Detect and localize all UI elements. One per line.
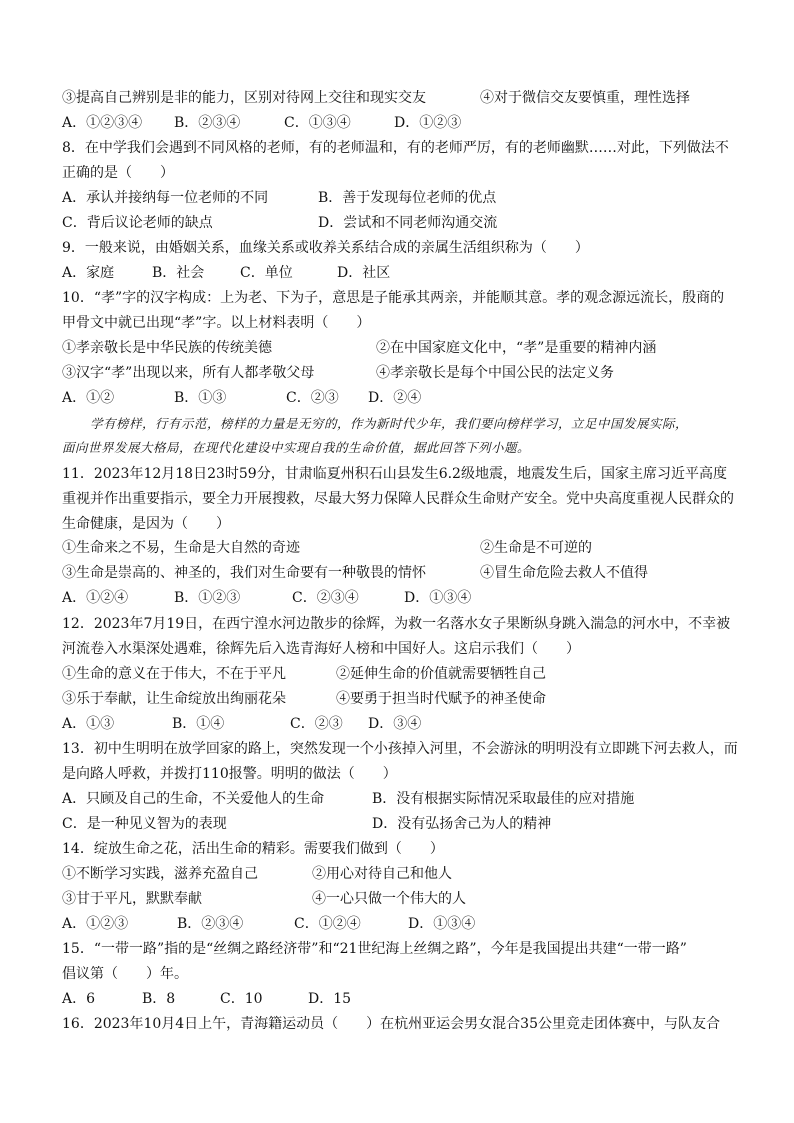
statement-right: ④孝亲敬长是每个中国公民的法定义务 bbox=[376, 365, 614, 381]
question-text-line: 10．“孝”字的汉字构成：上为老、下为子，意思是子能承其两亲，并能顺其意。孝的观念源远流长，殷商的 bbox=[62, 290, 725, 306]
answer-option: D．15 bbox=[308, 991, 352, 1007]
statement-right: ②用心对待自己和他人 bbox=[312, 866, 452, 882]
statement-left: ③汉字“孝”出现以来，所有人都孝敬父母 bbox=[62, 365, 315, 381]
question-text-line: 11．2023年12月18日23时59分，甘肃临夏州积石山县发生6.2级地震，地震发生后，国家主席习近平高度 bbox=[62, 466, 727, 482]
statement-left: ①孝亲敬长是中华民族的传统美德 bbox=[62, 340, 272, 356]
answer-option: C．单位 bbox=[240, 265, 293, 281]
statement-left: ①生命来之不易，生命是大自然的奇迹 bbox=[62, 540, 300, 556]
question-text-line: 16．2023年10月4日上午，青海籍运动员（ ）在杭州亚运会男女混合35公里竞走团体赛中，与队友合 bbox=[62, 1016, 720, 1032]
answer-option: A．6 bbox=[62, 991, 96, 1007]
answer-option: C．①③④ bbox=[284, 115, 351, 131]
answer-option: D．①③④ bbox=[408, 916, 476, 932]
question-text-line: 8．在中学我们会遇到不同风格的老师，有的老师温和，有的老师严厉，有的老师幽默……对此，下列做法不 bbox=[62, 140, 729, 156]
answer-option: A．①②③ bbox=[62, 916, 129, 932]
answer-option: B．①③ bbox=[174, 390, 227, 406]
question-text-line: 重视并作出重要指示，要全力开展搜救，尽最大努力保障人民群众生命财产安全。党中央高度重视人民群众的 bbox=[62, 491, 734, 507]
statement-right: B．没有根据实际情况采取最佳的应对措施 bbox=[372, 791, 635, 807]
answer-option: D．①②③ bbox=[394, 115, 462, 131]
answer-option: D．社区 bbox=[337, 265, 391, 281]
answer-option: D．②④ bbox=[368, 390, 422, 406]
answer-option: B．8 bbox=[142, 991, 176, 1007]
statement-right: ④要勇于担当时代赋予的神圣使命 bbox=[336, 691, 546, 707]
statement-right: ④一心只做一个伟大的人 bbox=[312, 891, 466, 907]
answer-option: C．②③④ bbox=[292, 590, 359, 606]
question-text-line: 正确的是（ ） bbox=[62, 165, 174, 181]
statement-left: C．是一种见义智为的表现 bbox=[62, 816, 227, 832]
material-intro-line: 面向世界发展大格局，在现代化建设中实现自我的生命价值，据此回答下列小题。 bbox=[62, 440, 531, 455]
statement-right: ④冒生命危险去救人不值得 bbox=[480, 565, 648, 581]
answer-option: A．家庭 bbox=[62, 265, 115, 281]
question-text-line: 14．绽放生命之花，活出生命的精彩。需要我们做到（ ） bbox=[62, 841, 444, 857]
statement-left: ③提高自己辨别是非的能力，区别对待网上交往和现实交友 bbox=[62, 90, 426, 106]
statement-right: B．善于发现每位老师的优点 bbox=[318, 190, 497, 206]
statement-left: ③乐于奉献，让生命绽放出绚丽花朵 bbox=[62, 691, 286, 707]
statement-left: A．只顾及自己的生命，不关爱他人的生命 bbox=[62, 791, 325, 807]
answer-option: B．②③④ bbox=[177, 916, 244, 932]
statement-left: A．承认并接纳每一位老师的不同 bbox=[62, 190, 269, 206]
statement-right: D．没有弘扬舍己为人的精神 bbox=[372, 816, 552, 832]
question-text-line: 河流卷入水渠深处遇难，徐辉先后入选青海好人榜和中国好人。这启示我们（ ） bbox=[62, 641, 580, 657]
question-text-line: 12．2023年7月19日，在西宁湟水河边散步的徐辉，为救一名落水女子果断纵身跳入湍急的河水中，不幸被 bbox=[62, 616, 731, 632]
answer-option: B．①②③ bbox=[174, 590, 241, 606]
answer-option: B．社会 bbox=[152, 265, 205, 281]
answer-option: B．②③④ bbox=[174, 115, 241, 131]
statement-left: ③甘于平凡，默默奉献 bbox=[62, 891, 202, 907]
answer-option: C．②③ bbox=[286, 390, 339, 406]
statement-right: ④对于微信交友要慎重，理性选择 bbox=[480, 90, 690, 106]
question-text-line: 甲骨文中就已出现“孝”字。以上材料表明（ ） bbox=[62, 315, 371, 331]
answer-option: C．①②④ bbox=[294, 916, 361, 932]
question-text-line: 是向路人呼救，并拨打110报警。明明的做法（ ） bbox=[62, 766, 397, 782]
statement-right: D．尝试和不同老师沟通交流 bbox=[318, 215, 498, 231]
statement-right: ②在中国家庭文化中，“孝”是重要的精神内涵 bbox=[376, 340, 657, 356]
answer-option: C．10 bbox=[220, 991, 263, 1007]
statement-right: ②延伸生命的价值就需要牺牲自己 bbox=[336, 666, 546, 682]
question-text-line: 生命健康，是因为（ ） bbox=[62, 516, 230, 532]
question-text-line: 倡议第（ ）年。 bbox=[62, 966, 188, 982]
answer-option: B．①④ bbox=[172, 716, 225, 732]
answer-option: C．②③ bbox=[290, 716, 343, 732]
statement-right: ②生命是不可逆的 bbox=[480, 540, 592, 556]
answer-option: D．③④ bbox=[368, 716, 422, 732]
statement-left: ①生命的意义在于伟大，不在于平凡 bbox=[62, 666, 286, 682]
statement-left: ①不断学习实践，滋养充盈自己 bbox=[62, 866, 258, 882]
material-intro-line: 学有榜样，行有示范，榜样的力量是无穷的，作为新时代少年，我们要向榜样学习，立足中国发展实际， bbox=[90, 416, 689, 431]
answer-option: A．①②④ bbox=[62, 590, 129, 606]
question-text-line: 9．一般来说，由婚姻关系，血缘关系或收养关系结合成的亲属生活组织称为（ ） bbox=[62, 240, 589, 256]
question-text-line: 15．“一带一路”指的是“丝绸之路经济带”和“21世纪海上丝绸之路”，今年是我国提出共建“一带一路” bbox=[62, 941, 687, 957]
statement-left: C．背后议论老师的缺点 bbox=[62, 215, 213, 231]
statement-left: ③生命是崇高的、神圣的，我们对生命要有一种敬畏的情怀 bbox=[62, 565, 426, 581]
answer-option: A．①③ bbox=[62, 716, 115, 732]
question-text-line: 13．初中生明明在放学回家的路上，突然发现一个小孩掉入河里，不会游泳的明明没有立即跳下河去救人，而 bbox=[62, 741, 738, 757]
answer-option: A．①②③④ bbox=[62, 115, 143, 131]
answer-option: A．①② bbox=[62, 390, 115, 406]
answer-option: D．①③④ bbox=[404, 590, 472, 606]
